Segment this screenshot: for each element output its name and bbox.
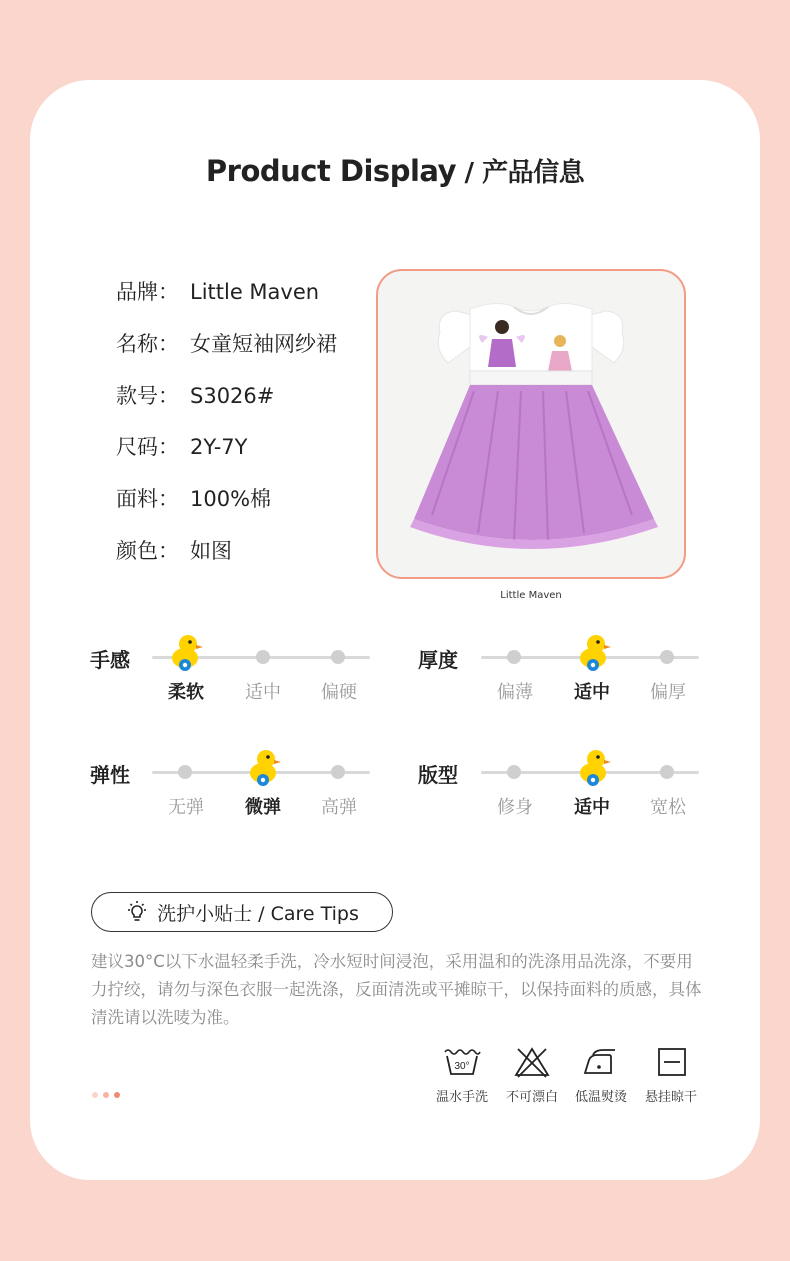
photo-caption: Little Maven: [500, 590, 562, 601]
hand-feel-option-hard: 偏硬: [321, 682, 357, 703]
attr-label-hand-feel: 手感: [90, 648, 130, 672]
fit-option-slim: 修身: [497, 797, 533, 818]
slider-dot: [331, 765, 345, 779]
duck-indicator-icon: [246, 747, 282, 787]
low-iron-icon: 低温熨烫: [561, 1046, 641, 1105]
lightbulb-icon: [125, 900, 149, 924]
spec-row-name: 名称： 女童短袖网纱裙: [116, 332, 337, 356]
slider-dot: [660, 650, 674, 664]
spec-row-color: 颜色： 如图: [116, 539, 232, 563]
duck-indicator-icon: [576, 747, 612, 787]
duck-indicator-icon: [576, 632, 612, 672]
attr-label-fit: 版型: [418, 763, 458, 787]
page-title: Product Display / 产品信息: [205, 154, 585, 188]
care-tips-pill: 洗护小贴士 / Care Tips: [91, 892, 393, 932]
slider-dot: [507, 650, 521, 664]
thickness-option-thick: 偏厚: [650, 682, 686, 703]
attr-label-thickness: 厚度: [418, 648, 458, 672]
slider-dot: [660, 765, 674, 779]
svg-text:30°: 30°: [454, 1061, 470, 1072]
dress-illustration: [378, 271, 684, 577]
hang-dry-icon: 悬挂晾干: [631, 1046, 711, 1105]
duck-indicator-icon: [168, 632, 204, 672]
elasticity-option-none: 无弹: [168, 797, 204, 818]
thickness-option-thin: 偏薄: [497, 682, 533, 703]
fit-option-loose: 宽松: [650, 797, 686, 818]
spec-row-brand: 品牌： Little Maven: [116, 280, 320, 304]
hand-feel-option-soft: 柔软: [168, 682, 204, 703]
pager-dot-active: [114, 1092, 120, 1098]
slider-dot: [256, 650, 270, 664]
product-photo: [376, 269, 686, 579]
pager-dot: [103, 1092, 109, 1098]
slider-dot: [331, 650, 345, 664]
spec-row-style-no: 款号： S3026#: [116, 384, 275, 408]
pager-dot: [92, 1092, 98, 1098]
attr-label-elasticity: 弹性: [90, 763, 130, 787]
fit-option-regular: 适中: [574, 797, 610, 818]
thickness-option-medium: 适中: [574, 682, 610, 703]
spec-row-size: 尺码： 2Y-7Y: [116, 435, 248, 459]
spec-row-fabric: 面料： 100%棉: [116, 487, 272, 511]
slider-dot: [507, 765, 521, 779]
hand-feel-option-medium: 适中: [245, 682, 281, 703]
hand-wash-30-icon: 30° 温水手洗: [422, 1046, 502, 1105]
elasticity-option-slight: 微弹: [245, 797, 281, 818]
no-bleach-icon: 不可漂白: [492, 1046, 572, 1105]
elasticity-option-high: 高弹: [321, 797, 357, 818]
care-tips-text: 建议30°C以下水温轻柔手洗，冷水短时间浸泡，采用温和的洗涤用品洗涤，不要用力拧绞，请勿与深色衣服一起洗涤，反面清洗或平摊晾干，以保持面料的质感，具体清洗请以洗唛为准。: [91, 952, 702, 1027]
slider-dot: [178, 765, 192, 779]
